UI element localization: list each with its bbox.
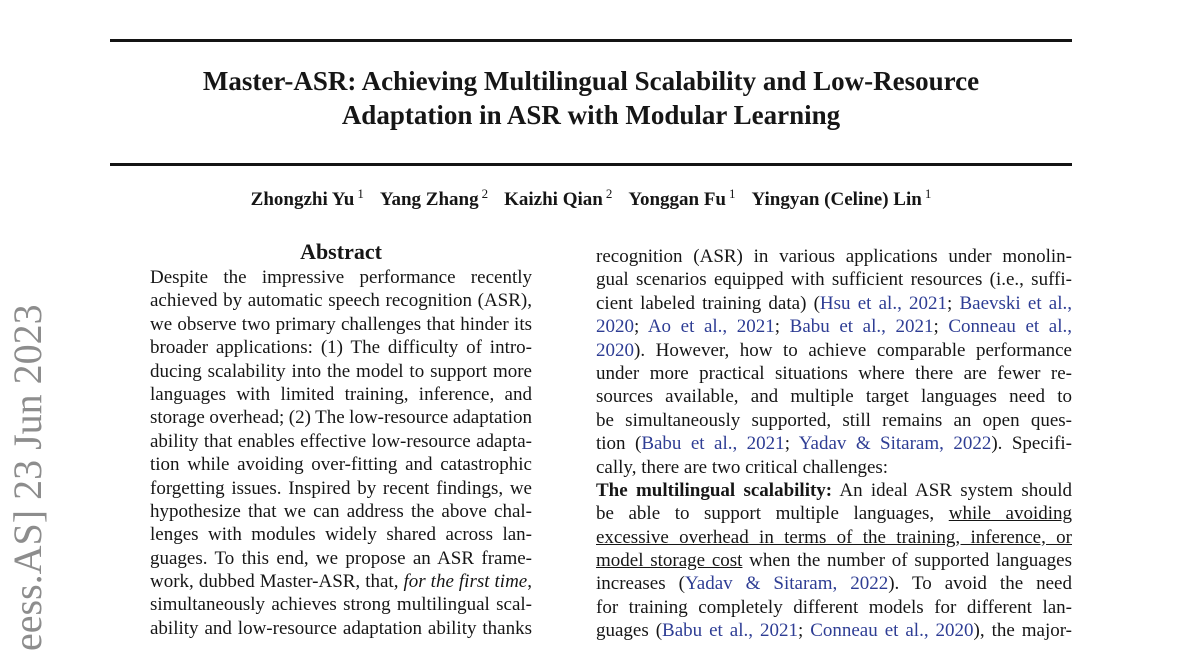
text-run: when the number of supported languages — [742, 550, 1072, 572]
author — [751, 186, 932, 211]
body-line — [596, 596, 1072, 619]
text-run: ; — [933, 316, 949, 338]
citation-link[interactable]: Conneau et al., 2020 — [810, 620, 974, 642]
text-run: storage overhead; (2) The low-resource adaptation — [150, 407, 532, 429]
abstract-line — [150, 617, 532, 640]
abstract-line — [150, 430, 532, 453]
author-name: Zhongzhi Yu — [250, 189, 355, 211]
text-run: broader applications: (1) The difficulty of intro- — [150, 337, 532, 359]
text-run: ducing scalability into the model to support more — [150, 360, 532, 382]
text-run: sources available, and multiple target languages need to — [596, 386, 1072, 408]
paper-title — [110, 64, 1072, 132]
body-line — [596, 245, 1072, 268]
abstract-line — [150, 383, 532, 406]
text-run: for training completely different models for different lan- — [596, 596, 1072, 618]
abstract-line — [150, 360, 532, 383]
text-run: achieved by automatic speech recognition (ASR), — [150, 290, 532, 312]
body-line — [596, 362, 1072, 385]
abstract-heading: Abstract — [300, 239, 382, 264]
body-line — [596, 502, 1072, 525]
citation-link[interactable]: 2020 — [596, 339, 634, 361]
abstract-line — [150, 500, 532, 523]
citation-link[interactable]: Yadav & Sitaram, 2022 — [798, 433, 992, 455]
author — [250, 186, 364, 211]
body-line — [596, 432, 1072, 455]
author — [379, 186, 489, 211]
body-line — [596, 385, 1072, 408]
body-line — [596, 315, 1072, 338]
citation-link[interactable]: 2020 — [596, 316, 634, 338]
text-run: while avoiding — [948, 503, 1073, 525]
text-run: under more practical situations where there are fewer re- — [596, 362, 1072, 384]
abstract-line — [150, 593, 532, 616]
abstract-line — [150, 547, 532, 570]
author-name: Yingyan (Celine) Lin — [751, 189, 922, 211]
text-run: ). Specifi- — [991, 433, 1073, 455]
citation-link[interactable]: Hsu et al., 2021 — [819, 292, 948, 314]
text-run: we observe two primary challenges that hinder its — [150, 313, 532, 335]
text-run: ). To avoid the need — [888, 573, 1072, 595]
author-affiliation-sup: 1 — [729, 186, 736, 201]
text-run: The multilingual scalability: — [596, 479, 833, 501]
text-run: ; — [947, 292, 960, 314]
abstract-line — [150, 336, 532, 359]
text-run: languages with limited training, inference, and — [150, 383, 532, 405]
title-rule-top — [110, 39, 1072, 42]
abstract-line — [150, 453, 532, 476]
body-line — [596, 619, 1072, 642]
text-run: model storage cost — [596, 550, 743, 572]
author — [504, 186, 613, 211]
text-run: ability and low-resource adaptation ability thanks — [150, 617, 532, 639]
author-name: Kaizhi Qian — [504, 189, 603, 211]
title-rule-bottom — [110, 163, 1072, 166]
citation-link[interactable]: Baevski et al., — [959, 292, 1072, 314]
text-run: ; — [797, 620, 811, 642]
text-run: ), the major- — [973, 620, 1073, 642]
text-run: cally, there are two critical challenges: — [596, 456, 889, 478]
body-line — [596, 526, 1072, 549]
text-run: work, dubbed Master-ASR, that, — [150, 571, 404, 593]
text-run: lenges with modules widely shared across lan- — [150, 524, 532, 546]
text-run: increases ( — [596, 573, 685, 595]
text-run: be simultaneously supported, still remains an open ques- — [596, 409, 1072, 431]
abstract-line — [150, 477, 532, 500]
author-name: Yang Zhang — [379, 189, 479, 211]
abstract-line — [150, 266, 532, 289]
text-run: guages ( — [596, 620, 663, 642]
text-run: forgetting issues. Inspired by recent findings, we — [150, 477, 532, 499]
body-line — [596, 339, 1072, 362]
text-run: ; — [784, 433, 799, 455]
abstract-line — [150, 570, 532, 593]
body-line — [596, 572, 1072, 595]
text-run: guages. To this end, we propose an ASR frame- — [150, 547, 532, 569]
intro-column — [596, 245, 1072, 643]
body-line — [596, 292, 1072, 315]
text-run: gual scenarios equipped with sufficient resources (i.e., suffi- — [596, 269, 1072, 291]
text-run: recognition (ASR) in various applications under monolin- — [596, 246, 1072, 267]
citation-link[interactable]: Conneau et al., — [948, 316, 1072, 338]
text-run: cient labeled training data) ( — [596, 292, 820, 314]
text-run: tion ( — [596, 433, 642, 455]
text-run: for the first time — [403, 571, 528, 593]
text-run: hypothesize that we can address the above chal- — [150, 500, 532, 522]
text-run: , — [527, 571, 532, 593]
body-line — [596, 268, 1072, 291]
author-list — [110, 186, 1072, 211]
text-run: be able to support multiple languages, — [596, 503, 949, 525]
text-run: An ideal ASR system should — [832, 479, 1072, 501]
abstract-line — [150, 289, 532, 312]
arxiv-watermark: eess.AS] 23 Jun 2023 — [5, 304, 50, 651]
text-run: ). However, how to achieve comparable performance — [634, 339, 1072, 361]
author — [628, 186, 736, 211]
text-run: ability that enables effective low-resource adapta- — [150, 430, 532, 452]
paper-title-line2: Adaptation in ASR with Modular Learning — [341, 100, 841, 130]
text-run: ; — [634, 316, 648, 338]
text-run: simultaneously achieves strong multilingual scal- — [150, 594, 532, 616]
text-run: excessive overhead in terms of the training, inference, or — [596, 526, 1072, 548]
text-run: tion while avoiding over-fitting and catastrophic — [150, 454, 532, 476]
body-line — [596, 549, 1072, 572]
body-line — [596, 456, 1072, 479]
paper-title-line1: Master-ASR: Achieving Multilingual Scalability and Low-Resource — [202, 66, 980, 96]
body-line — [596, 479, 1072, 502]
abstract-line — [150, 406, 532, 429]
citation-link[interactable]: Ao et al., 2021 — [647, 316, 775, 338]
citation-link[interactable]: Babu et al., 2021 — [662, 620, 798, 642]
abstract-line — [150, 313, 532, 336]
author-affiliation-sup: 1 — [924, 186, 932, 201]
author-affiliation-sup: 1 — [357, 186, 364, 201]
abstract-body — [150, 266, 532, 640]
author-affiliation-sup: 2 — [605, 186, 613, 201]
abstract-line — [150, 523, 532, 546]
citation-link[interactable]: Babu et al., 2021 — [789, 316, 934, 338]
author-affiliation-sup: 2 — [481, 186, 489, 201]
text-run: Despite the impressive performance recently — [150, 267, 532, 288]
citation-link[interactable]: Yadav & Sitaram, 2022 — [684, 573, 889, 595]
citation-link[interactable]: Babu et al., 2021 — [641, 433, 785, 455]
text-run: ; — [774, 316, 790, 338]
body-line — [596, 409, 1072, 432]
author-name: Yonggan Fu — [628, 189, 726, 211]
